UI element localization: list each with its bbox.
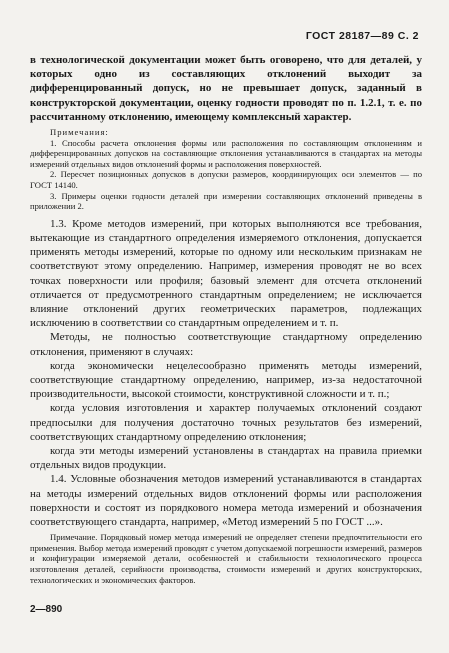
- note-3: 3. Примеры оценки годности деталей при измерении составляющих отклонений приведены в приложении 2.: [30, 190, 422, 212]
- paragraph-intro: в технологической документации может быть оговорено, что для деталей, у которых одно из составляющих отклонений выходит за дифференцированный допуск, но не превышает допуск, заданный в конструкторской документации, оценку годности проводят по п. 1.2.1, т. е. по рассчитанному отклонению, имеющему комплексный характер.: [30, 54, 422, 123]
- note-2: 2. Пересчет позиционных допусков в допуски размеров, координирующих оси элементов — по ГОСТ 14140.: [30, 169, 422, 190]
- page-footer-signature: 2—890: [30, 604, 63, 615]
- note-1: 1. Способы расчета отклонения формы или расположения по составляющим отклонениям и дифференцированных допусков на составляющие отклонения устанавливаются в стандартах на методы измерений отдельных видов отклонений формы и расположения поверхностей.: [30, 137, 422, 169]
- page-header: ГОСТ 28187—89 С. 2: [305, 30, 419, 42]
- paragraph-methods: Методы, не полностью соответствующие стандартному определению отклонения, применяют в случаях:: [30, 331, 422, 358]
- notes-title: Примечания:: [50, 127, 109, 138]
- page-body: [30, 53, 422, 585]
- case-2: когда условия изготовления и характер получаемых отклонений создают предпосылки для получения достаточно точных результатов без измерений, соответствующих стандартному определению отклонения;: [30, 402, 422, 443]
- final-note: Примечание. Порядковый номер метода измерений не определяет степени предпочтительности его применения. Выбор метода измерений проводят с учетом допускаемой погрешности измерений, размеров и конфигурации измеряемой детали, особенностей и стабильности технологического процесса изготовления деталей, серийности производства, стоимости измерений и других конструкторских, технологических и экономических факторов.: [30, 532, 422, 585]
- case-3: когда эти методы измерений установлены в стандартах на правила приемки отдельных видов продукции.: [30, 445, 422, 472]
- paragraph-1-3: 1.3. Кроме методов измерений, при которых выполняются все требования, вытекающие из стандартного определения измеряемого отклонения, допускается применять методы измерений, которые по одному или нескольким признакам не соответствуют этому определению. Например, измерения проводят не во всех точках поверхности или профиля; базовый элемент для отсчета отклонений отличается от предусмотренного стандартным определением; не исключается влияние отклонений других геометрических параметров, подлежащих исключению в соответствии со стандартным определением и т. п.: [30, 217, 422, 330]
- paragraph-1-4: 1.4. Условные обозначения методов измерений устанавливаются в стандартах на методы измерений отдельных видов отклонений формы или расположения поверхности и состоят из порядкового номера метода измерений и обозначения соответствующего стандарта, например, «Метод измерений 5 по ГОСТ ...».: [30, 473, 422, 529]
- case-1: когда экономически нецелесообразно применять методы измерений, соответствующие стандартному определению, например, из-за недостаточной производительности, высокой стоимости, конструктивной сложности и т. п.;: [30, 359, 422, 401]
